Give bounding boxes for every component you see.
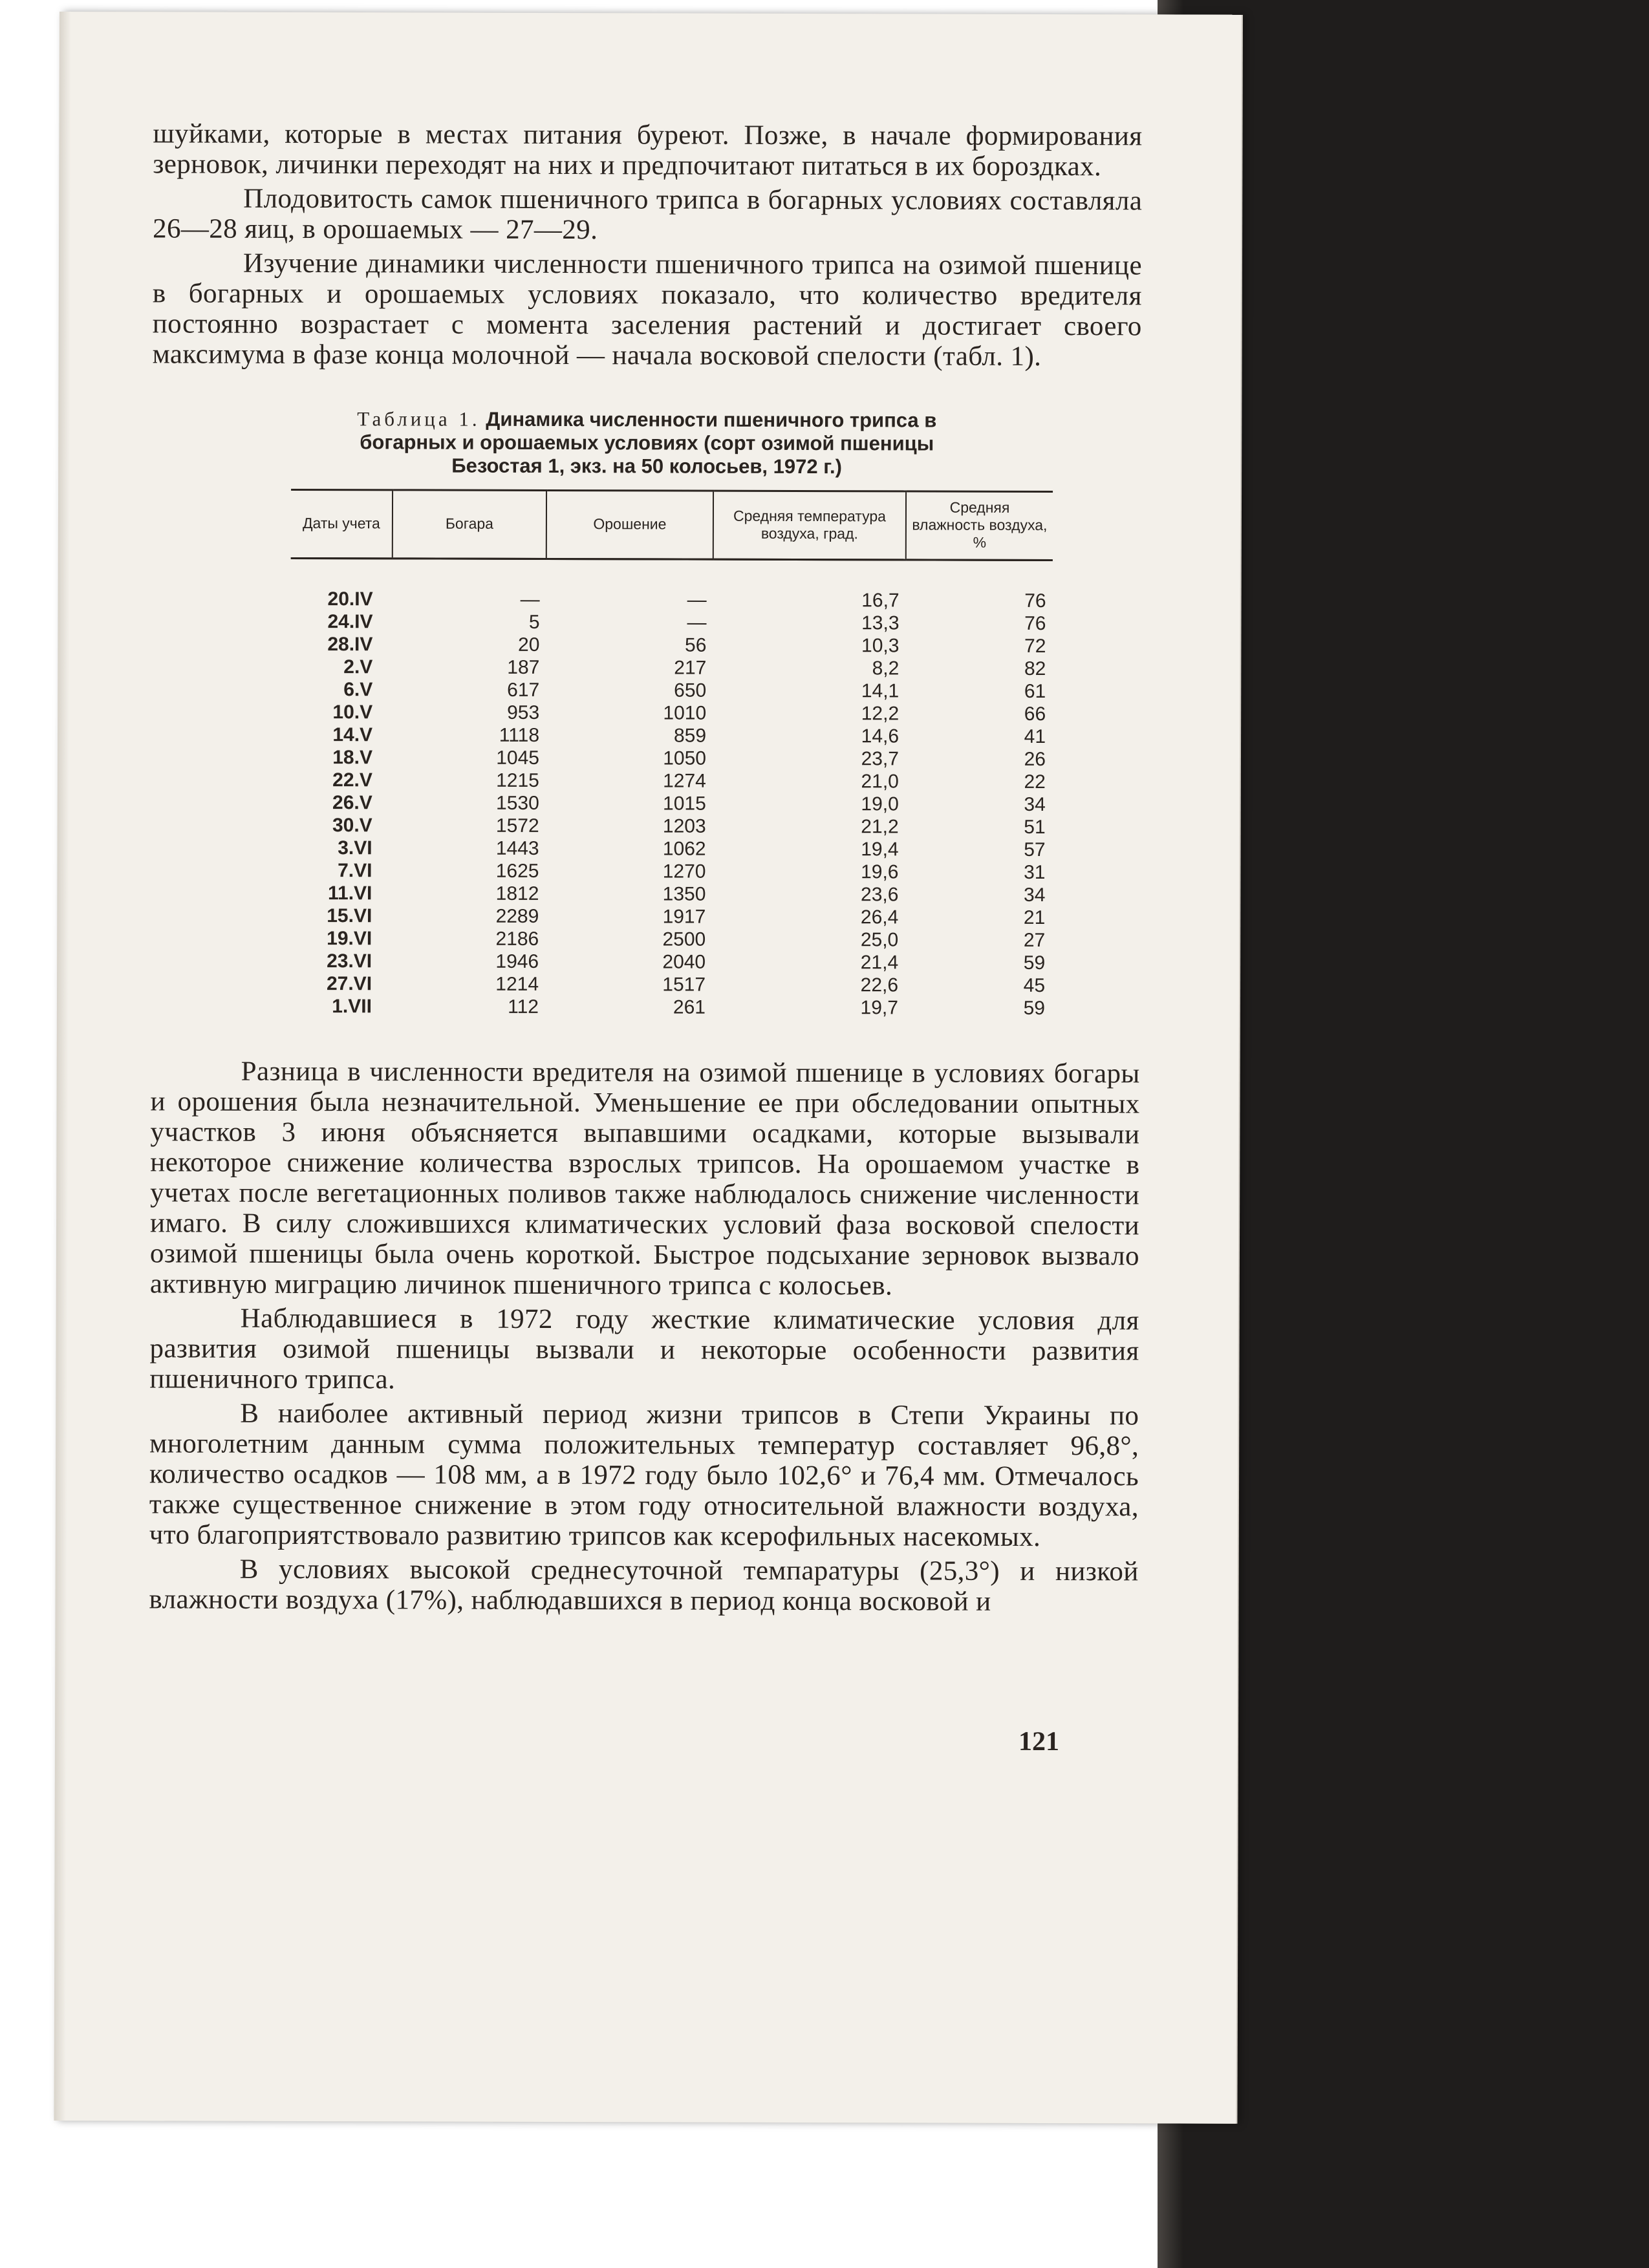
cell-humidity: 45 [1023, 974, 1046, 996]
table-row [290, 814, 1052, 839]
cell-date: 20.IV [327, 588, 373, 610]
table-row [290, 610, 1052, 635]
cell-temperature: 21,2 [861, 816, 899, 838]
paragraph: Плодовитость самок пшеничного трипса в богарных условиях составляла 26—28 яиц, в орошаемых — 27—29. [153, 183, 1143, 246]
table-label: Таблица 1. [357, 407, 480, 431]
cell-temperature: 23,7 [861, 748, 900, 770]
cell-humidity: 22 [1024, 771, 1046, 793]
cell-irrigation: 1050 [663, 747, 707, 769]
table-row [290, 701, 1052, 725]
cell-humidity: 59 [1023, 997, 1046, 1019]
cell-humidity: 61 [1024, 680, 1046, 702]
cell-irrigation: 1203 [662, 815, 706, 837]
cell-temperature: 22,6 [860, 974, 899, 996]
cell-irrigation: 1274 [663, 770, 706, 792]
table-body [290, 558, 1053, 1020]
table-row [290, 769, 1052, 793]
cell-date: 26.V [332, 792, 372, 814]
cell-temperature: 14,1 [861, 680, 900, 702]
header-temperature: Средняя температура воздуха, град. [713, 491, 906, 560]
cell-irrigation: 1517 [662, 974, 706, 996]
cell-bogara: 2289 [495, 905, 539, 927]
paragraph: В условиях высокой среднесуточной темпаратуры (25,3°) и низкой влажности воздуха (17%), наблюдавшихся в период конца восковой и [149, 1554, 1139, 1617]
cell-temperature: 25,0 [860, 929, 899, 951]
page-number: 121 [1018, 1726, 1060, 1757]
cell-bogara: 112 [508, 996, 539, 1018]
cell-humidity: 82 [1024, 658, 1046, 679]
cell-bogara: 1215 [496, 769, 539, 791]
cell-irrigation: 56 [685, 634, 707, 656]
table-row [290, 633, 1052, 658]
cell-bogara: 1045 [496, 747, 540, 769]
table-title: Динамика численности пшеничного трипса в богарных и орошаемых условиях (сорт озимой пшеницы Безостая 1, экз. на 50 колосьев, 1972 г.) [360, 407, 937, 478]
cell-bogara: 1530 [496, 792, 539, 814]
cell-irrigation: 1270 [662, 861, 706, 883]
cell-date: 10.V [332, 701, 373, 723]
cell-bogara: 2186 [495, 928, 539, 950]
cell-bogara: 187 [507, 656, 540, 678]
cell-bogara: 1572 [495, 815, 539, 837]
cell-temperature: 16,7 [861, 590, 900, 612]
cell-irrigation: 261 [673, 996, 706, 1018]
cell-date: 6.V [343, 679, 373, 701]
table-row [290, 995, 1051, 1020]
paragraph: шуйками, которые в местах питания буреют. Позже, в начале формирования зерновок, личинки переходят на них и предпочитают питаться в их бороздках. [153, 118, 1143, 182]
table-row [290, 656, 1052, 680]
cell-date: 14.V [332, 724, 373, 746]
table-row [290, 859, 1051, 884]
header-dates: Даты учета [291, 489, 393, 558]
cell-humidity: 57 [1024, 839, 1046, 861]
cell-humidity: 59 [1023, 952, 1046, 974]
cell-humidity: 76 [1024, 590, 1046, 612]
cell-date: 18.V [332, 747, 373, 769]
cell-irrigation: — [687, 612, 707, 634]
table-row [290, 837, 1052, 861]
cell-temperature: 19,0 [861, 793, 899, 815]
cell-temperature: 21,0 [861, 771, 899, 793]
table-row [290, 746, 1052, 771]
table-row [290, 927, 1051, 952]
paragraph: Изучение динамики численности пшеничного трипса на озимой пшенице в богарных и орошаемых условиях показало, что количество вредителя постоянно возрастает с момента заселения растений и достигает своего максимума в фазе конца молочной — начала восковой спелости (табл. 1). [152, 248, 1143, 372]
cell-bogara: 5 [528, 611, 540, 633]
cell-humidity: 76 [1024, 612, 1046, 634]
table-row [290, 791, 1052, 816]
page-content [149, 118, 1142, 1621]
cell-irrigation: 2040 [662, 951, 706, 973]
paragraph: Наблюдавшиеся в 1972 году жесткие климатические условия для развития озимой пшеницы вызвали и некоторые особенности развития пшеничного трипса. [149, 1303, 1139, 1395]
table-header-row [291, 489, 1053, 560]
cell-date: 19.VI [327, 928, 372, 950]
cell-humidity: 41 [1024, 725, 1046, 747]
cell-date: 24.IV [327, 611, 373, 633]
cell-irrigation: — [687, 589, 707, 611]
table-row [290, 678, 1052, 703]
cell-temperature: 23,6 [860, 884, 899, 906]
table-row [290, 904, 1051, 929]
cell-temperature: 14,6 [861, 725, 900, 747]
cell-irrigation: 650 [674, 679, 707, 701]
cell-temperature: 26,4 [860, 906, 899, 928]
cell-temperature: 13,3 [861, 612, 900, 634]
cell-date: 3.VI [338, 837, 372, 859]
table-row [290, 723, 1052, 748]
cell-temperature: 19,6 [861, 861, 899, 883]
cell-temperature: 10,3 [861, 635, 900, 657]
cell-humidity: 72 [1024, 635, 1046, 657]
cell-date: 2.V [343, 656, 373, 678]
paragraph: Разница в численности вредителя на озимой пшенице в условиях богары и орошения была незначительной. Уменьшение ее при обследовании опытных участков 3 июня объясняется выпавшими осадками, которые вызывали некоторое снижение количества взрослых трипсов. На орошаемом участке в учетах после вегетационных поливов также наблюдалось снижение численности имаго. В силу сложившихся климатических условий фаза восковой спелости озимой пшеницы была очень короткой. Быстрое подсыхание зерновок вызвало активную миграцию личинок пшеничного трипса с колосьев. [149, 1056, 1140, 1301]
cell-date: 23.VI [327, 950, 372, 972]
cell-humidity: 34 [1024, 793, 1046, 815]
cell-date: 1.VII [332, 996, 372, 1018]
cell-bogara: 1812 [495, 883, 539, 904]
cell-date: 30.V [332, 815, 372, 837]
cell-irrigation: 2500 [662, 928, 706, 950]
cell-date: 15.VI [327, 905, 372, 927]
cell-date: 7.VI [338, 860, 372, 882]
cell-irrigation: 859 [673, 725, 707, 747]
cell-humidity: 27 [1023, 929, 1046, 951]
cell-bogara: 1443 [495, 837, 539, 859]
table-row [290, 950, 1051, 974]
cell-bogara: 1625 [495, 860, 539, 882]
table-row [290, 972, 1051, 997]
cell-bogara: 617 [507, 679, 540, 701]
cell-humidity: 31 [1024, 861, 1046, 883]
cell-humidity: 34 [1024, 884, 1046, 906]
header-humidity: Средняя влажность воздуха, % [906, 491, 1053, 561]
cell-bogara: — [520, 588, 540, 610]
cell-date: 27.VI [326, 973, 372, 995]
header-bogara: Богара [393, 490, 546, 559]
table-row [290, 882, 1051, 906]
cell-temperature: 21,4 [860, 952, 899, 974]
cell-bogara: 1946 [495, 950, 539, 972]
cell-bogara: 1214 [495, 973, 539, 995]
cell-temperature: 19,4 [861, 839, 899, 861]
cell-date: 11.VI [327, 883, 372, 904]
paragraph: В наиболее активный период жизни трипсов в Степи Украины по многолетним данным сумма положительных температур составляет 96,8°, количество осадков — 108 мм, а в 1972 году было 102,6° и 76,4 мм. Отмечалось также существенное снижение в этом году относительной влажности воздуха, что благоприятствовало развитию трипсов как ксерофильных насекомых. [149, 1398, 1139, 1552]
cell-irrigation: 1015 [663, 793, 706, 815]
cell-irrigation: 1010 [663, 702, 707, 724]
cell-date: 22.V [332, 769, 372, 791]
cell-irrigation: 217 [674, 657, 707, 679]
cell-humidity: 66 [1024, 703, 1046, 725]
cell-date: 28.IV [327, 634, 373, 656]
cell-irrigation: 1062 [662, 838, 706, 860]
header-irrigation: Орошение [546, 490, 713, 559]
book-page [54, 12, 1242, 2124]
table-row [291, 558, 1053, 612]
body-text [149, 1056, 1140, 1617]
cell-temperature: 8,2 [872, 658, 900, 679]
cell-bogara: 953 [507, 701, 540, 723]
cell-humidity: 26 [1024, 748, 1046, 770]
cell-temperature: 12,2 [861, 703, 900, 725]
cell-irrigation: 1350 [662, 883, 706, 905]
cell-bogara: 20 [518, 634, 540, 656]
table-caption [323, 407, 970, 479]
cell-humidity: 51 [1024, 816, 1046, 838]
cell-humidity: 21 [1023, 906, 1046, 928]
cell-temperature: 19,7 [860, 997, 899, 1019]
data-table [290, 489, 1053, 1020]
cell-irrigation: 1917 [662, 906, 706, 928]
cell-bogara: 1118 [499, 724, 540, 746]
